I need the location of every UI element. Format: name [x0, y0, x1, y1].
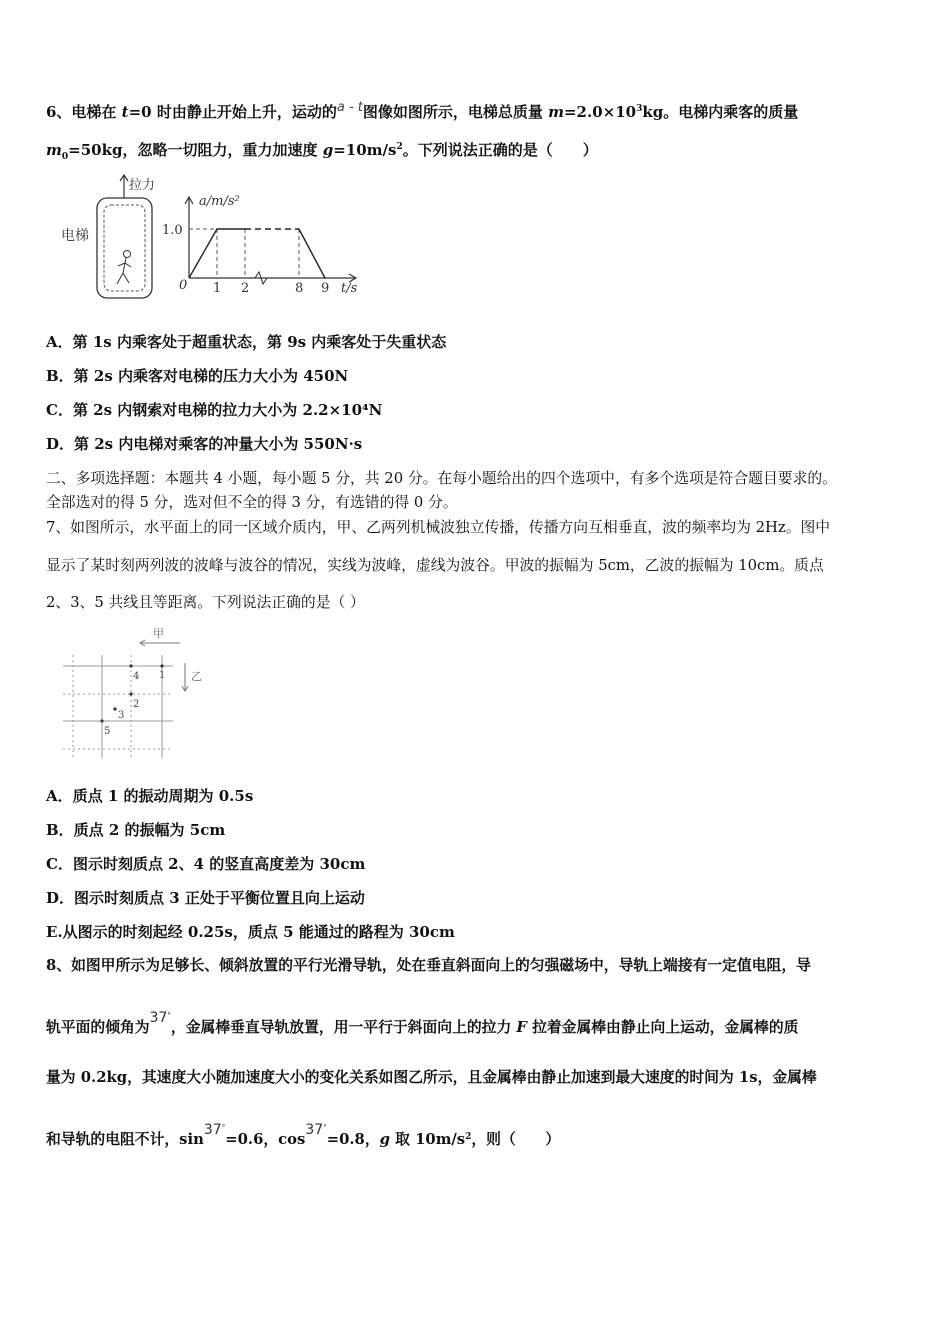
q8-text: ，则（ ） [471, 1131, 561, 1148]
q8-line-3: 量为 0.2kg，其速度大小随加速度大小的变化关系如图乙所示，且金属棒由静止加速到最大速度的时间为 1s，金属棒 [46, 1069, 817, 1086]
x-tick: 2 [241, 281, 250, 296]
q8-var-F: F [516, 1019, 527, 1036]
q6-exp: 3 [636, 104, 643, 114]
at-curve [299, 229, 325, 278]
y-tick: 1.0 [162, 223, 183, 238]
trough-lines [63, 655, 173, 758]
q6-text: 。下列说法正确的是（ ） [402, 141, 598, 159]
y-axis-label: a/m/s² [199, 194, 240, 209]
crest-lines [63, 655, 173, 758]
q8-var-g: g [379, 1131, 391, 1148]
q8-line-4 [46, 1122, 561, 1150]
q7-line-1: 7、如图所示，水平面上的同一区域介质内，甲、乙两列机械波独立传播，传播方向互相垂直，波的频率均为 2Hz。图中 [46, 519, 831, 536]
q6-text: =2.0×10 [563, 103, 637, 121]
point-4-label: 4 [133, 671, 140, 682]
q6-var-t: t [121, 103, 129, 121]
wave-b-label: 乙 [191, 670, 202, 683]
q6-option-b: B．第 2s 内乘客对电梯的压力大小为 450N [46, 367, 349, 385]
q7-line-2: 显示了某时刻两列波的波峰与波谷的情况，实线为波峰，虚线为波谷。甲波的振幅为 5cm，乙波的振幅为 10cm。质点 [46, 557, 824, 574]
q6-text: 图像如图所示，电梯总质量 [362, 103, 549, 121]
q6-var-g: g [322, 141, 334, 159]
point-5-label: 5 [104, 726, 111, 737]
q6-option-d: D．第 2s 内电梯对乘客的冲量大小为 550N·s [46, 435, 363, 453]
point-4 [129, 664, 132, 667]
q8-text: ，金属棒垂直导轨放置，用一平行于斜面向上的拉力 [170, 1019, 517, 1036]
q6-text: 6、电梯在 [46, 103, 122, 121]
q8-degree-mark: ° [167, 1011, 171, 1020]
q6-exp: 2 [396, 142, 403, 152]
q7-figure [55, 623, 225, 763]
passenger-icon [117, 251, 131, 285]
q8-exp: 2 [465, 1132, 472, 1142]
elevator-outer [97, 198, 152, 298]
q8-line-2 [46, 1010, 799, 1038]
point-1 [160, 664, 163, 667]
q6-var-m0: m [46, 141, 62, 159]
elevator-label: 电梯 [61, 228, 89, 244]
q6-text: =10m/s [333, 141, 397, 159]
x-axis-label: t/s [341, 281, 358, 296]
q8-text: =0.6，cos [225, 1131, 306, 1148]
pull-label: 拉力 [129, 178, 156, 193]
q8-angle: 37 [203, 1122, 222, 1138]
q8-line-1: 8、如图甲所示为足够长、倾斜放置的平行光滑导轨，处在垂直斜面向上的匀强磁场中，导轨上端接有一定值电阻，导 [46, 957, 811, 974]
q8-degree-mark: ° [221, 1123, 226, 1132]
section2-line-1: 二、多项选择题：本题共 4 小题，每小题 5 分，共 20 分。在每小题给出的四个选项中，有多个选项是符合题目要求的。 [46, 470, 837, 487]
elevator-inner [104, 205, 145, 291]
q8-text: 拉着金属棒由静止向上运动，金属棒的质 [526, 1019, 799, 1036]
q6-line-1 [46, 102, 798, 122]
q6-text: =50kg，忽略一切阻力，重力加速度 [68, 141, 323, 159]
q8-angle: 37 [305, 1122, 324, 1138]
q7-line-3: 2、3、5 共线且等距离。下列说法正确的是（ ） [46, 594, 365, 611]
q7-option-c: C．图示时刻质点 2、4 的竖直高度差为 30cm [46, 855, 366, 873]
q8-text: 和导轨的电阻不计，sin [46, 1131, 204, 1148]
wave-a-label: 甲 [153, 627, 164, 640]
q6-option-a: A．第 1s 内乘客处于超重状态，第 9s 内乘客处于失重状态 [46, 333, 447, 351]
point-5 [100, 719, 103, 722]
x-tick: 9 [321, 281, 330, 296]
q7-option-b: B．质点 2 的振幅为 5cm [46, 821, 226, 839]
q8-text: 取 10m/s [390, 1131, 466, 1148]
q6-var-m: m [548, 103, 564, 121]
q6-text: =0 时由静止开始上升，运动的 [128, 103, 337, 121]
q7-option-d: D．图示时刻质点 3 正处于平衡位置且向上运动 [46, 889, 365, 907]
q6-at-label: a - t [336, 100, 363, 115]
q7-option-a: A．质点 1 的振动周期为 0.5s [46, 787, 254, 805]
point-3 [113, 707, 116, 710]
section2-line-2: 全部选对的得 5 分，选对但不全的得 3 分，有选错的得 0 分。 [46, 494, 458, 511]
q6-option-c: C．第 2s 内钢索对电梯的拉力大小为 2.2×10⁴N [46, 401, 383, 419]
q6-sub: 0 [61, 152, 69, 162]
q6-line-2 [46, 140, 598, 167]
q8-angle: 37 [149, 1010, 168, 1026]
q6-figure [55, 170, 375, 305]
q7-option-e: E.从图示的时刻起经 0.25s，质点 5 能通过的路程为 30cm [46, 923, 455, 941]
origin-label: 0 [179, 278, 188, 293]
q8-text: 轨平面的倾角为 [46, 1019, 150, 1036]
x-tick: 8 [295, 281, 304, 296]
x-tick: 1 [213, 281, 222, 296]
q8-degree-mark: ° [323, 1123, 327, 1132]
point-1-label: 1 [159, 670, 166, 681]
q6-text: kg。电梯内乘客的质量 [642, 103, 799, 121]
point-3-label: 3 [118, 710, 125, 721]
q8-text: =0.8， [326, 1131, 380, 1148]
point-2 [129, 692, 132, 695]
point-2-label: 2 [133, 699, 140, 710]
